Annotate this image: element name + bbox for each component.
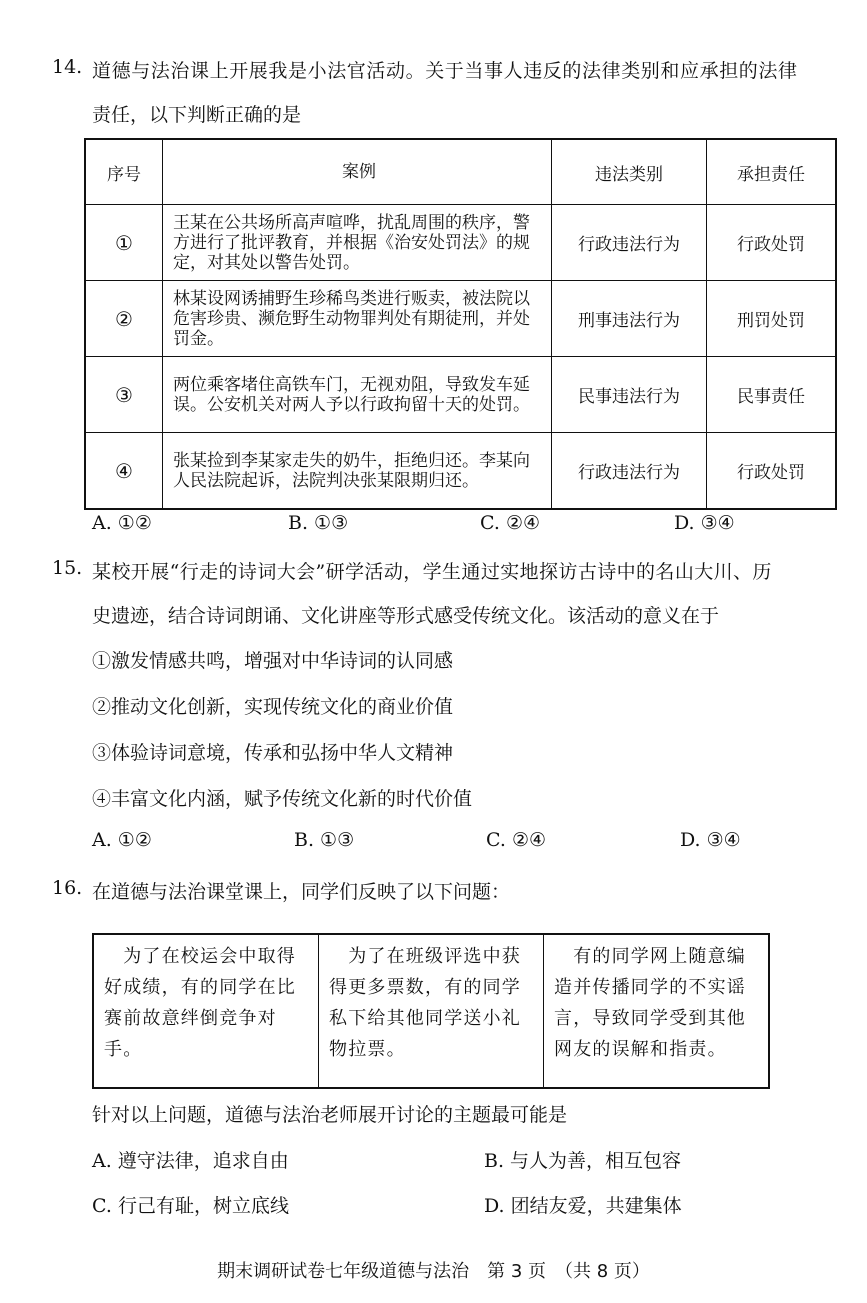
- q14-option-c[interactable]: C. ②④: [480, 512, 541, 534]
- row-number: ③: [85, 357, 163, 433]
- row-violation-type: 行政违法行为: [552, 205, 707, 281]
- table-header-row: [85, 139, 836, 205]
- row-number: ①: [85, 205, 163, 281]
- row-responsibility: 民事责任: [707, 357, 837, 433]
- q15-option-b[interactable]: B. ①③: [294, 829, 355, 851]
- row-responsibility: 行政处罚: [707, 205, 837, 281]
- table-row: [85, 357, 836, 433]
- header-case: 案例: [163, 139, 552, 205]
- scenario-box-1: 为了在校运会中取得好成绩，有的同学在比赛前故意绊倒竞争对手。: [93, 934, 319, 1088]
- q15-stem-line1: 某校开展“行走的诗词大会”研学活动，学生通过实地探访古诗中的名山大川、历: [92, 561, 772, 583]
- row-case: 王某在公共场所高声喧哗，扰乱周围的秩序，警方进行了批评教育，并根据《治安处罚法》的规定，对其处以警告处罚。: [163, 205, 552, 281]
- q15-item-3: ③体验诗词意境，传承和弘扬中华人文精神: [92, 742, 454, 764]
- row-case: 林某设网诱捕野生珍稀鸟类进行贩卖，被法院以危害珍贵、濒危野生动物罪判处有期徒刑，并处罚金。: [163, 281, 552, 357]
- q14-option-d[interactable]: D. ③④: [674, 512, 735, 534]
- scenario-row: [93, 934, 769, 1088]
- q16-stem: 在道德与法治课堂课上，同学们反映了以下问题：: [92, 881, 511, 903]
- table-row: [85, 281, 836, 357]
- q14-option-b[interactable]: B. ①③: [288, 512, 349, 534]
- table-row: [85, 433, 836, 510]
- table-row: [85, 205, 836, 281]
- row-number: ②: [85, 281, 163, 357]
- q15-item-2: ②推动文化创新，实现传统文化的商业价值: [92, 696, 454, 718]
- header-responsibility: 承担责任: [707, 139, 837, 205]
- q16-option-c[interactable]: C. 行己有耻，树立底线: [92, 1195, 289, 1217]
- q16-question: 针对以上问题，道德与法治老师展开讨论的主题最可能是: [92, 1104, 568, 1126]
- row-violation-type: 民事违法行为: [552, 357, 707, 433]
- q14-stem-line1: 道德与法治课上开展我是小法官活动。关于当事人违反的法律类别和应承担的法律: [92, 60, 798, 82]
- row-violation-type: 刑事违法行为: [552, 281, 707, 357]
- q14-number: 14.: [52, 56, 83, 78]
- q15-item-4: ④丰富文化内涵，赋予传统文化新的时代价值: [92, 788, 473, 810]
- q16-option-a[interactable]: A. 遵守法律，追求自由: [92, 1150, 289, 1172]
- q16-option-b[interactable]: B. 与人为善，相互包容: [484, 1150, 682, 1172]
- row-violation-type: 行政违法行为: [552, 433, 707, 510]
- row-number: ④: [85, 433, 163, 510]
- q14-table: [84, 138, 837, 510]
- header-violation-type: 违法类别: [552, 139, 707, 205]
- q15-option-a[interactable]: A. ①②: [92, 829, 152, 851]
- q15-number: 15.: [52, 557, 83, 579]
- row-responsibility: 刑罚处罚: [707, 281, 837, 357]
- q14-option-a[interactable]: A. ①②: [92, 512, 152, 534]
- header-number: 序号: [85, 139, 163, 205]
- row-responsibility: 行政处罚: [707, 433, 837, 510]
- scenario-box-3: 有的同学网上随意编造并传播同学的不实谣言，导致同学受到其他网友的误解和指责。: [544, 934, 770, 1088]
- q16-scenario-table: [92, 933, 770, 1089]
- q16-number: 16.: [52, 877, 83, 899]
- row-case: 张某捡到李某家走失的奶牛，拒绝归还。李某向人民法院起诉，法院判决张某限期归还。: [163, 433, 552, 510]
- q15-option-c[interactable]: C. ②④: [486, 829, 547, 851]
- q15-stem-line2: 史遗迹，结合诗词朗诵、文化讲座等形式感受传统文化。该活动的意义在于: [92, 605, 720, 627]
- q15-item-1: ①激发情感共鸣，增强对中华诗词的认同感: [92, 650, 454, 672]
- q14-stem-line2: 责任，以下判断正确的是: [92, 104, 302, 126]
- row-case: 两位乘客堵住高铁车门，无视劝阻，导致发车延误。公安机关对两人予以行政拘留十天的处罚。: [163, 357, 552, 433]
- q16-option-d[interactable]: D. 团结友爱，共建集体: [484, 1195, 682, 1217]
- scenario-box-2: 为了在班级评选中获得更多票数，有的同学私下给其他同学送小礼物拉票。: [319, 934, 544, 1088]
- page-footer: 期末调研试卷七年级道德与法治 第 3 页 （共 8 页）: [217, 1261, 650, 1282]
- q15-option-d[interactable]: D. ③④: [680, 829, 741, 851]
